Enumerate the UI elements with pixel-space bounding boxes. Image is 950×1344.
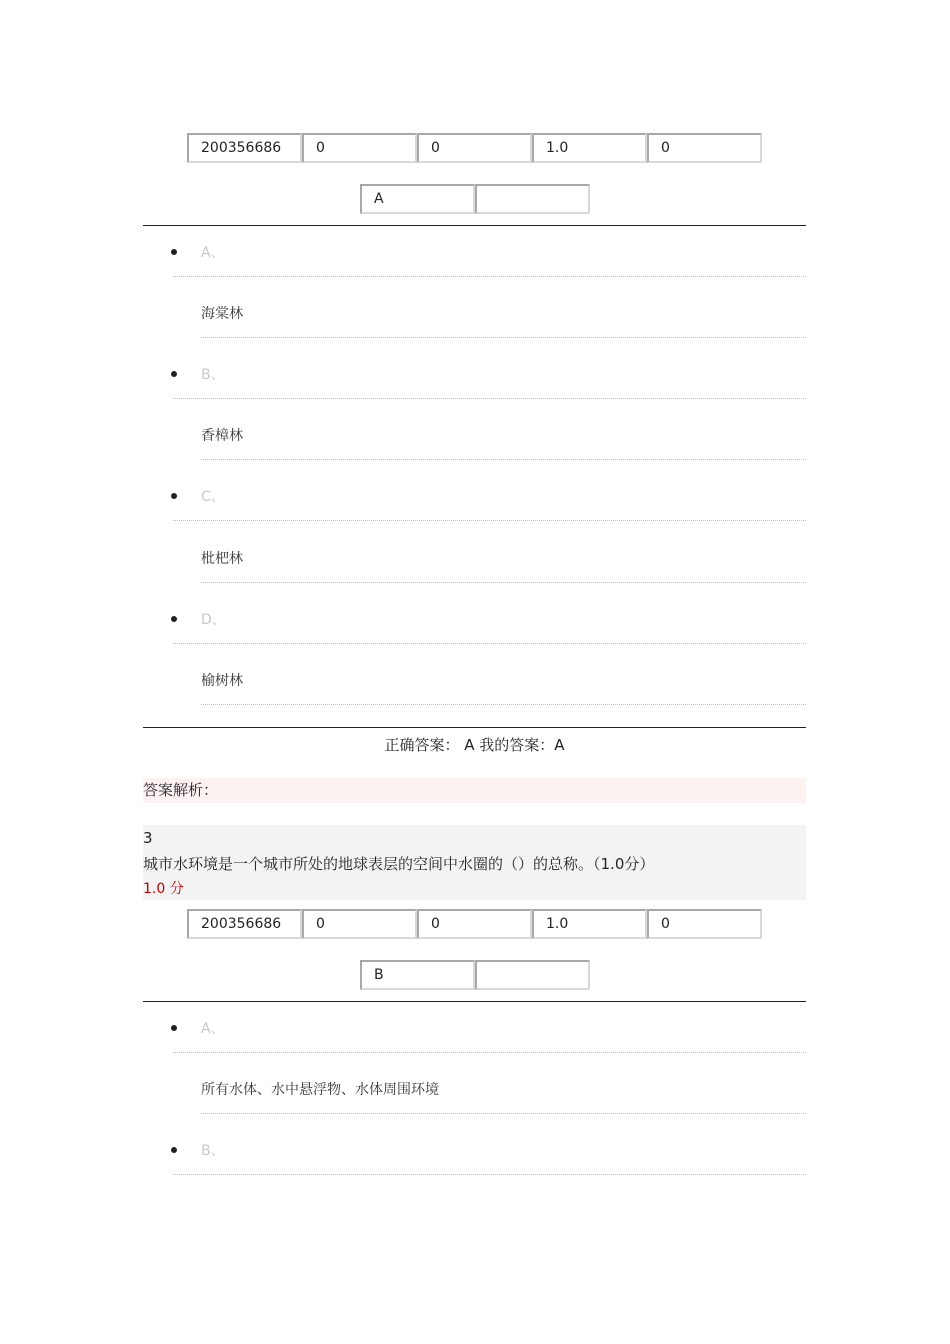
question-text: 城市水环境是一个城市所处的地球表层的空间中水圈的（）的总称。（1.0分）	[143, 855, 655, 873]
hidden-fields-row	[187, 909, 762, 939]
answer-field[interactable]	[475, 960, 590, 990]
field-box[interactable]: 0	[417, 133, 532, 163]
bullet-icon	[171, 493, 177, 499]
answer-field[interactable]	[475, 184, 590, 214]
option-text[interactable]: 榆树林	[201, 673, 243, 689]
dotted-divider	[173, 398, 806, 399]
option-letter[interactable]: B、	[201, 1143, 225, 1159]
option-letter[interactable]: C、	[201, 489, 225, 505]
dotted-divider	[201, 337, 806, 338]
answer-fields-row	[360, 184, 590, 214]
dotted-divider	[173, 1052, 806, 1053]
option-letter[interactable]: A、	[201, 245, 225, 261]
dotted-divider	[173, 276, 806, 277]
option-letter[interactable]: A、	[201, 1021, 225, 1037]
divider	[143, 1001, 806, 1002]
option-text[interactable]: 香樟林	[201, 428, 243, 444]
field-box[interactable]: 0	[302, 133, 417, 163]
answer-field[interactable]: A	[360, 184, 475, 214]
option-letter[interactable]: B、	[201, 367, 225, 383]
option-text[interactable]: 海棠林	[201, 306, 243, 322]
dotted-divider	[201, 459, 806, 460]
dotted-divider	[201, 582, 806, 583]
answer-fields-row	[360, 960, 590, 990]
question-score: 1.0 分	[143, 881, 184, 897]
option-text[interactable]: 所有水体、水中悬浮物、水体周围环境	[201, 1082, 439, 1098]
bullet-icon	[171, 249, 177, 255]
bullet-icon	[171, 371, 177, 377]
divider	[143, 727, 806, 728]
dotted-divider	[173, 520, 806, 521]
bullet-icon	[171, 1147, 177, 1153]
dotted-divider	[201, 704, 806, 705]
answer-analysis	[143, 778, 806, 803]
option-text[interactable]: 枇杷林	[201, 551, 243, 567]
answer-field[interactable]: B	[360, 960, 475, 990]
field-box[interactable]: 1.0	[532, 909, 647, 939]
answer-summary: 正确答案： A 我的答案：A	[384, 736, 565, 754]
field-box[interactable]: 200356686	[187, 133, 302, 163]
analysis-label: 答案解析：	[143, 781, 219, 799]
bullet-icon	[171, 1025, 177, 1031]
hidden-fields-row	[187, 133, 762, 163]
field-box[interactable]: 0	[417, 909, 532, 939]
field-box[interactable]: 0	[647, 909, 762, 939]
field-box[interactable]: 1.0	[532, 133, 647, 163]
question-number: 3	[143, 829, 153, 847]
dotted-divider	[173, 643, 806, 644]
dotted-divider	[201, 1113, 806, 1114]
bullet-icon	[171, 616, 177, 622]
question-header	[143, 825, 806, 900]
option-letter[interactable]: D、	[201, 612, 226, 628]
field-box[interactable]: 200356686	[187, 909, 302, 939]
field-box[interactable]: 0	[647, 133, 762, 163]
dotted-divider	[173, 1174, 806, 1175]
divider	[143, 225, 806, 226]
field-box[interactable]: 0	[302, 909, 417, 939]
